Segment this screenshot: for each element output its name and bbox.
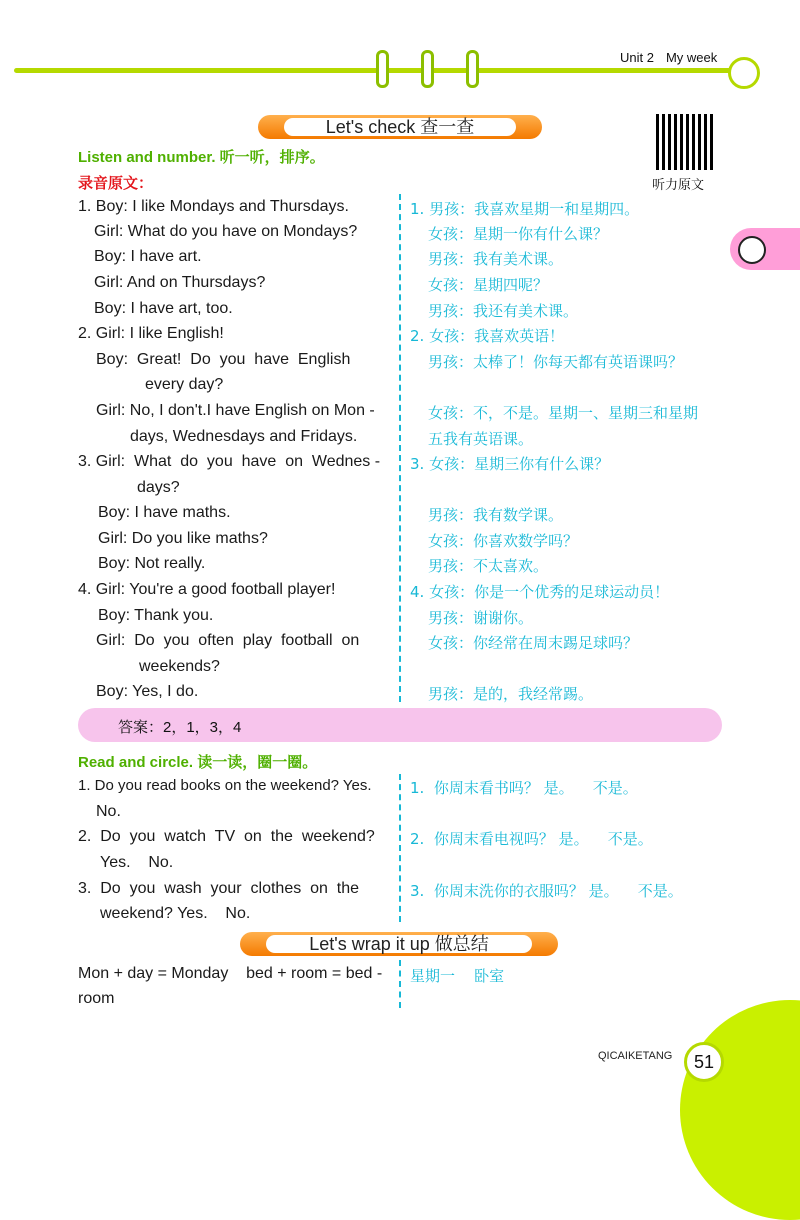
script-line-en: 1. Boy: I like Mondays and Thursdays. <box>78 198 349 215</box>
script-line-en: Boy: Thank you. <box>98 607 214 624</box>
column-divider <box>399 194 401 702</box>
section-banner-wrap <box>240 932 558 956</box>
script-line-cn: 男孩：是的，我经常踢。 <box>428 685 594 703</box>
page-number-badge <box>684 1042 724 1082</box>
unit-number: Unit 2 <box>620 50 654 65</box>
panda-icon <box>738 236 766 264</box>
script-line-cn: 女孩：星期四呢？ <box>428 276 549 294</box>
script-line-cn: 男孩：我还有美术课。 <box>428 302 579 320</box>
section-banner-check <box>258 115 542 139</box>
read-line-cn: 2. 你周末看电视吗？ 是。 不是。 <box>410 830 653 848</box>
qr-caption: 听力原文 <box>652 178 705 193</box>
read-line-en: Yes. No. <box>100 854 174 871</box>
mascot-icon <box>728 57 760 89</box>
footer-brand: QICAIKETANG <box>598 1050 673 1062</box>
script-line-en: Girl: Do you like maths? <box>98 530 268 547</box>
script-line-cn: 五我有英语课。 <box>428 430 534 448</box>
script-line-cn: 男孩：不太喜欢。 <box>428 557 549 575</box>
script-line-cn: 男孩：我有数学课。 <box>428 506 564 524</box>
script-line-en: Boy: Great! Do you have English <box>96 351 351 368</box>
unit-title: My week <box>665 50 718 65</box>
corner-decoration <box>680 1000 800 1220</box>
script-line-en: weekends? <box>139 658 220 675</box>
script-line-en: Girl: No, I don't.I have English on Mon - <box>96 402 375 419</box>
script-line-cn: 男孩：我有美术课。 <box>428 250 564 268</box>
script-line-cn: 3. 女孩：星期三你有什么课？ <box>410 455 610 473</box>
script-line-en: Boy: I have maths. <box>98 504 231 521</box>
answer-text: 答案：2，1，3，4 <box>118 719 242 736</box>
column-divider <box>399 774 401 922</box>
wrap-line-cn: 星期一 卧室 <box>410 967 505 985</box>
read-heading: Read and circle. 读一读，圈一圈。 <box>78 754 318 771</box>
script-line-en: Girl: Do you often play football on <box>96 632 360 649</box>
read-line-cn: 3. 你周末洗你的衣服吗？ 是。 不是。 <box>410 882 683 900</box>
script-line-cn: 女孩：你经常在周末踢足球吗？ <box>428 634 639 652</box>
script-line-cn: 2. 女孩：我喜欢英语！ <box>410 327 565 345</box>
script-line-cn: 女孩：你喜欢数学吗？ <box>428 532 579 550</box>
script-line-en: every day? <box>145 376 224 393</box>
script-line-cn: 女孩：星期一你有什么课？ <box>428 225 609 243</box>
wrap-line-en: room <box>78 990 115 1007</box>
script-line-en: Boy: Not really. <box>98 555 206 572</box>
script-line-cn: 男孩：谢谢你。 <box>428 609 534 627</box>
listen-heading: Listen and number. 听一听，排序。 <box>78 149 325 166</box>
script-line-cn: 男孩：太棒了！你每天都有英语课吗？ <box>428 353 684 371</box>
read-line-en: 1. Do you read books on the weekend? Yes. <box>78 777 372 794</box>
page-number: 51 <box>693 1052 715 1072</box>
read-line-en: 2. Do you watch TV on the weekend? <box>78 828 375 845</box>
script-line-en: Girl: What do you have on Mondays? <box>94 223 358 240</box>
script-line-en: Girl: And on Thursdays? <box>94 274 266 291</box>
unit-label <box>620 50 729 65</box>
answer-bar <box>78 708 722 742</box>
script-line-en: 3. Girl: What do you have on Wednes - <box>78 453 381 470</box>
script-line-en: 4. Girl: You're a good football player! <box>78 581 336 598</box>
script-line-en: days? <box>137 479 180 496</box>
binder-ring-icon <box>376 50 389 88</box>
script-line-cn: 女孩：不，不是。星期一、星期三和星期 <box>428 404 699 422</box>
qr-code-icon[interactable] <box>656 114 716 170</box>
wrap-line-en: Mon + day = Monday bed + room = bed - <box>78 965 383 982</box>
binder-ring-icon <box>421 50 434 88</box>
binder-ring-icon <box>466 50 479 88</box>
script-label: 录音原文： <box>78 175 154 192</box>
read-line-cn: 1. 你周末看书吗？ 是。 不是。 <box>410 779 638 797</box>
script-line-en: 2. Girl: I like English! <box>78 325 224 342</box>
column-divider <box>399 960 401 1008</box>
read-line-en: 3. Do you wash your clothes on the <box>78 880 360 897</box>
script-line-cn: 1. 男孩：我喜欢星期一和星期四。 <box>410 200 640 218</box>
script-line-cn: 4. 女孩：你是一个优秀的足球运动员！ <box>410 583 670 601</box>
read-line-en: No. <box>96 803 121 820</box>
banner-wrap-text: Let's wrap it up 做总结 <box>266 935 532 953</box>
script-line-en: Boy: I have art. <box>94 248 202 265</box>
script-line-en: Boy: Yes, I do. <box>96 683 199 700</box>
read-line-en: weekend? Yes. No. <box>100 905 251 922</box>
script-line-en: Boy: I have art, too. <box>94 300 233 317</box>
script-line-en: days, Wednesdays and Fridays. <box>130 428 358 445</box>
banner-check-text: Let's check 查一查 <box>284 118 516 136</box>
